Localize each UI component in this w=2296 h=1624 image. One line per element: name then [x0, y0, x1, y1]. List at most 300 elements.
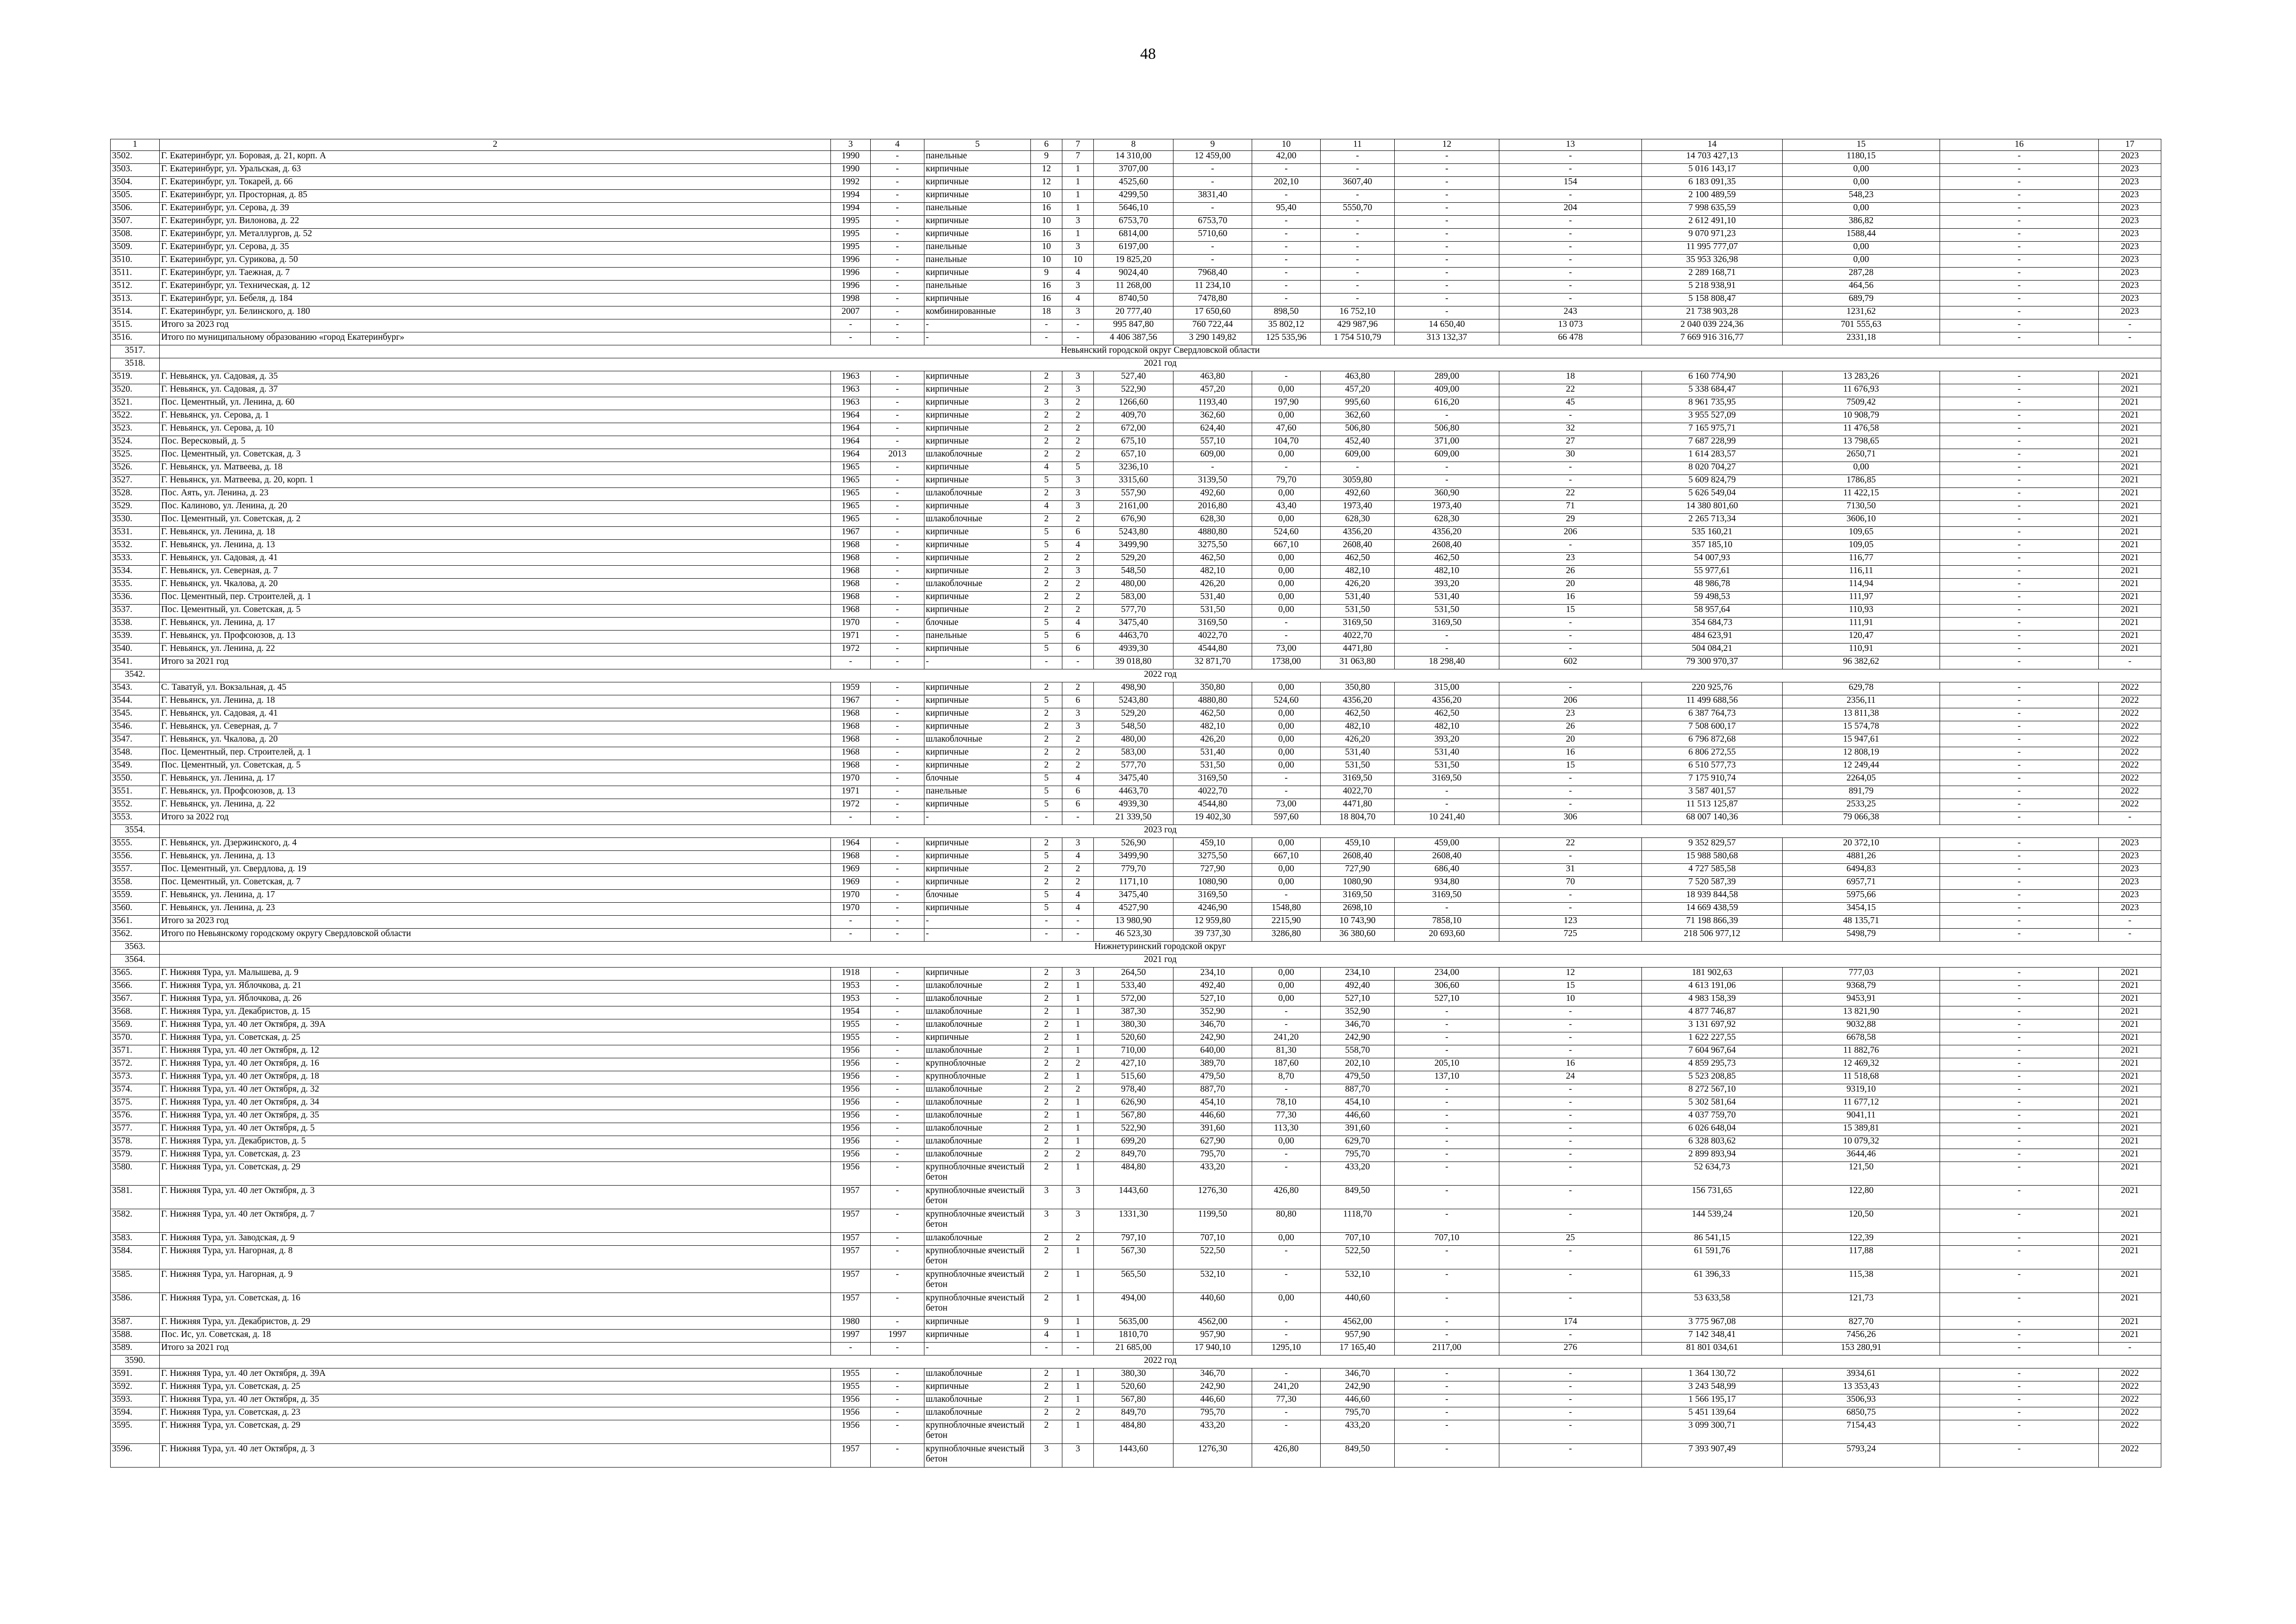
table-row: [111, 540, 2161, 553]
residents: -: [1499, 1209, 1642, 1233]
renovation-year: -: [871, 177, 924, 190]
floors: 2: [1031, 721, 1062, 734]
living-area: 1193,40: [1173, 397, 1252, 410]
entrances: 3: [1062, 384, 1094, 397]
total-area: 520,60: [1094, 1032, 1173, 1045]
total-area: 626,90: [1094, 1097, 1173, 1110]
cost-total: 2 289 168,71: [1642, 268, 1783, 281]
residents: 13 073: [1499, 319, 1642, 332]
cost-total: 218 506 977,12: [1642, 929, 1783, 942]
private-area: 609,00: [1321, 449, 1395, 462]
section-label: 2021 год: [160, 358, 2161, 371]
build-year: 1918: [831, 968, 871, 981]
nonresidential-area: 80,80: [1252, 1209, 1321, 1233]
row-number: 3587.: [111, 1317, 160, 1330]
entrances: 2: [1062, 1149, 1094, 1162]
wall-material: кирпичные: [924, 643, 1031, 656]
renovation-year: -: [871, 1269, 924, 1293]
living-area: 3169,50: [1173, 773, 1252, 786]
private-area: 887,70: [1321, 1084, 1395, 1097]
wall-material: кирпичные: [924, 708, 1031, 721]
total-area: 565,50: [1094, 1269, 1173, 1293]
entrances: 3: [1062, 1186, 1094, 1209]
nonresidential-area: -: [1252, 1368, 1321, 1381]
municipal-area: 531,40: [1395, 592, 1499, 605]
cost-total: 5 451 139,64: [1642, 1407, 1783, 1420]
cost-total: 79 300 970,37: [1642, 656, 1783, 669]
build-year: 1996: [831, 281, 871, 294]
build-year: 1995: [831, 229, 871, 242]
build-year: 1954: [831, 1006, 871, 1019]
entrances: 1: [1062, 1019, 1094, 1032]
private-area: 506,80: [1321, 423, 1395, 436]
build-year: 1956: [831, 1394, 871, 1407]
address: Г. Невьянск, ул. Ленина, д. 22: [160, 799, 831, 812]
table-row: [111, 812, 2161, 825]
cost-total: 7 142 348,41: [1642, 1330, 1783, 1343]
living-area: 242,90: [1173, 1381, 1252, 1394]
cost-total: 5 609 824,79: [1642, 475, 1783, 488]
table-row: [111, 1149, 2161, 1162]
renovation-year: -: [871, 1097, 924, 1110]
private-area: 849,50: [1321, 1186, 1395, 1209]
private-area: 4022,70: [1321, 631, 1395, 643]
cost-per-sqm: 121,73: [1783, 1293, 1940, 1317]
residents: -: [1499, 618, 1642, 631]
col16: -: [1940, 708, 2099, 721]
municipal-area: 616,20: [1395, 397, 1499, 410]
section-label: Нижнетуринский городской округ: [160, 942, 2161, 955]
residents: -: [1499, 475, 1642, 488]
planned-year: 2021: [2099, 1317, 2161, 1330]
wall-material: крупноблочные ячеистый бетон: [924, 1269, 1031, 1293]
col16: -: [1940, 929, 2099, 942]
cost-total: 3 955 527,09: [1642, 410, 1783, 423]
entrances: 3: [1062, 1209, 1094, 1233]
build-year: 1965: [831, 514, 871, 527]
wall-material: шлакоблочные: [924, 579, 1031, 592]
col16: -: [1940, 618, 2099, 631]
row-number: 3570.: [111, 1032, 160, 1045]
cost-per-sqm: 114,94: [1783, 579, 1940, 592]
address: Г. Нижняя Тура, ул. 40 лет Октября, д. 3: [160, 1444, 831, 1468]
col16: -: [1940, 682, 2099, 695]
municipal-area: 1973,40: [1395, 501, 1499, 514]
entrances: 4: [1062, 890, 1094, 903]
wall-material: шлакоблочные: [924, 1149, 1031, 1162]
living-area: 492,40: [1173, 981, 1252, 993]
row-number: 3584.: [111, 1246, 160, 1269]
wall-material: панельные: [924, 255, 1031, 268]
planned-year: 2023: [2099, 203, 2161, 216]
wall-material: панельные: [924, 203, 1031, 216]
nonresidential-area: 77,30: [1252, 1110, 1321, 1123]
municipal-area: 459,00: [1395, 838, 1499, 851]
renovation-year: -: [871, 203, 924, 216]
floors: 2: [1031, 1110, 1062, 1123]
cost-per-sqm: 701 555,63: [1783, 319, 1940, 332]
table-row: [111, 216, 2161, 229]
cost-total: 4 859 295,73: [1642, 1058, 1783, 1071]
col16: -: [1940, 488, 2099, 501]
residents: -: [1499, 1032, 1642, 1045]
table-row: [111, 1006, 2161, 1019]
living-area: 446,60: [1173, 1394, 1252, 1407]
renovation-year: -: [871, 838, 924, 851]
col16: -: [1940, 812, 2099, 825]
municipal-area: 3169,50: [1395, 890, 1499, 903]
cost-total: 4 037 759,70: [1642, 1110, 1783, 1123]
cost-total: 6 183 091,35: [1642, 177, 1783, 190]
table-row: [111, 462, 2161, 475]
entrances: -: [1062, 656, 1094, 669]
residents: -: [1499, 1149, 1642, 1162]
nonresidential-area: -: [1252, 1006, 1321, 1019]
cost-per-sqm: 689,79: [1783, 294, 1940, 306]
wall-material: кирпичные: [924, 695, 1031, 708]
row-number: 3527.: [111, 475, 160, 488]
col16: -: [1940, 1293, 2099, 1317]
planned-year: 2021: [2099, 1293, 2161, 1317]
wall-material: кирпичные: [924, 164, 1031, 177]
entrances: 3: [1062, 721, 1094, 734]
floors: 2: [1031, 1293, 1062, 1317]
cost-total: 61 396,33: [1642, 1269, 1783, 1293]
residents: -: [1499, 242, 1642, 255]
residents: -: [1499, 462, 1642, 475]
planned-year: -: [2099, 929, 2161, 942]
floors: 5: [1031, 773, 1062, 786]
planned-year: 2022: [2099, 760, 2161, 773]
row-number: 3590.: [111, 1355, 160, 1368]
cost-per-sqm: 7456,26: [1783, 1330, 1940, 1343]
row-number: 3509.: [111, 242, 160, 255]
cost-per-sqm: 15 389,81: [1783, 1123, 1940, 1136]
nonresidential-area: -: [1252, 242, 1321, 255]
row-number: 3507.: [111, 216, 160, 229]
residents: 71: [1499, 501, 1642, 514]
living-area: -: [1173, 462, 1252, 475]
planned-year: 2022: [2099, 773, 2161, 786]
col16: -: [1940, 319, 2099, 332]
planned-year: -: [2099, 332, 2161, 345]
floors: -: [1031, 929, 1062, 942]
renovation-year: -: [871, 1343, 924, 1355]
private-area: 433,20: [1321, 1162, 1395, 1186]
private-area: 482,10: [1321, 721, 1395, 734]
address: Г. Невьянск, ул. Ленина, д. 17: [160, 773, 831, 786]
private-area: -: [1321, 229, 1395, 242]
address: Г. Невьянск, ул. Северная, д. 7: [160, 721, 831, 734]
address: Г. Нижняя Тура, ул. Декабристов, д. 29: [160, 1317, 831, 1330]
table-row: [111, 592, 2161, 605]
renovation-year: -: [871, 1123, 924, 1136]
wall-material: шлакоблочные: [924, 449, 1031, 462]
floors: 16: [1031, 203, 1062, 216]
address: Г. Нижняя Тура, ул. Яблочкова, д. 26: [160, 993, 831, 1006]
municipal-area: -: [1395, 1019, 1499, 1032]
municipal-area: 628,30: [1395, 514, 1499, 527]
wall-material: шлакоблочные: [924, 1097, 1031, 1110]
address: Г. Невьянск, ул. Матвеева, д. 20, корп. 1: [160, 475, 831, 488]
build-year: 1964: [831, 410, 871, 423]
private-area: -: [1321, 164, 1395, 177]
living-area: 557,10: [1173, 436, 1252, 449]
renovation-year: -: [871, 890, 924, 903]
col16: -: [1940, 397, 2099, 410]
private-area: 4471,80: [1321, 643, 1395, 656]
col16: -: [1940, 747, 2099, 760]
address: Пос. Цементный, ул. Советская, д. 5: [160, 760, 831, 773]
planned-year: 2021: [2099, 643, 2161, 656]
floors: 5: [1031, 786, 1062, 799]
build-year: 1956: [831, 1123, 871, 1136]
private-area: 995,60: [1321, 397, 1395, 410]
residents: 24: [1499, 1071, 1642, 1084]
column-number: 15: [1783, 139, 1940, 151]
table-row: [111, 268, 2161, 281]
total-area: 5243,80: [1094, 695, 1173, 708]
residents: -: [1499, 1162, 1642, 1186]
build-year: 1970: [831, 618, 871, 631]
living-area: 1276,30: [1173, 1186, 1252, 1209]
col16: -: [1940, 773, 2099, 786]
build-year: 1955: [831, 1368, 871, 1381]
col16: -: [1940, 1162, 2099, 1186]
living-area: 426,20: [1173, 734, 1252, 747]
cost-per-sqm: 2650,71: [1783, 449, 1940, 462]
nonresidential-area: 73,00: [1252, 799, 1321, 812]
nonresidential-area: 0,00: [1252, 449, 1321, 462]
wall-material: кирпичные: [924, 501, 1031, 514]
cost-total: 3 775 967,08: [1642, 1317, 1783, 1330]
renovation-year: -: [871, 1368, 924, 1381]
cost-total: 6 026 648,04: [1642, 1123, 1783, 1136]
table-row: [111, 1269, 2161, 1293]
row-number: 3537.: [111, 605, 160, 618]
residents: 26: [1499, 721, 1642, 734]
municipal-area: 315,00: [1395, 682, 1499, 695]
wall-material: -: [924, 916, 1031, 929]
address: Г. Екатеринбург, ул. Сурикова, д. 50: [160, 255, 831, 268]
build-year: 1957: [831, 1186, 871, 1209]
row-number: 3574.: [111, 1084, 160, 1097]
table-row: [111, 1233, 2161, 1246]
table-row: [111, 1110, 2161, 1123]
total-area: 572,00: [1094, 993, 1173, 1006]
renovation-year: -: [871, 1420, 924, 1444]
living-area: 707,10: [1173, 1233, 1252, 1246]
private-area: -: [1321, 268, 1395, 281]
table-row: [111, 734, 2161, 747]
col16: -: [1940, 1006, 2099, 1019]
residents: -: [1499, 164, 1642, 177]
row-number: 3581.: [111, 1186, 160, 1209]
planned-year: 2021: [2099, 1097, 2161, 1110]
entrances: 2: [1062, 1407, 1094, 1420]
residents: -: [1499, 773, 1642, 786]
planned-year: 2022: [2099, 1394, 2161, 1407]
planned-year: -: [2099, 1343, 2161, 1355]
residents: 25: [1499, 1233, 1642, 1246]
table-row: [111, 255, 2161, 268]
renovation-year: -: [871, 605, 924, 618]
living-area: 492,60: [1173, 488, 1252, 501]
floors: 2: [1031, 514, 1062, 527]
col16: -: [1940, 734, 2099, 747]
build-year: 1956: [831, 1136, 871, 1149]
col16: -: [1940, 540, 2099, 553]
private-area: -: [1321, 255, 1395, 268]
residents: -: [1499, 1394, 1642, 1407]
build-year: 1971: [831, 631, 871, 643]
private-area: 629,70: [1321, 1136, 1395, 1149]
wall-material: шлакоблочные: [924, 1006, 1031, 1019]
private-area: 346,70: [1321, 1019, 1395, 1032]
entrances: 4: [1062, 773, 1094, 786]
build-year: 1967: [831, 527, 871, 540]
living-area: 440,60: [1173, 1293, 1252, 1317]
floors: 2: [1031, 1123, 1062, 1136]
address: Г. Нижняя Тура, ул. 40 лет Октября, д. 5: [160, 1123, 831, 1136]
row-number: 3539.: [111, 631, 160, 643]
residents: 725: [1499, 929, 1642, 942]
cost-per-sqm: 116,77: [1783, 553, 1940, 566]
col16: -: [1940, 501, 2099, 514]
cost-total: 61 591,76: [1642, 1246, 1783, 1269]
private-area: 531,40: [1321, 592, 1395, 605]
col16: -: [1940, 643, 2099, 656]
row-number: 3535.: [111, 579, 160, 592]
municipal-area: -: [1395, 1123, 1499, 1136]
municipal-area: -: [1395, 1330, 1499, 1343]
residents: -: [1499, 294, 1642, 306]
floors: 9: [1031, 1317, 1062, 1330]
living-area: 433,20: [1173, 1420, 1252, 1444]
renovation-year: -: [871, 1186, 924, 1209]
planned-year: 2021: [2099, 618, 2161, 631]
municipal-area: -: [1395, 786, 1499, 799]
nonresidential-area: 0,00: [1252, 993, 1321, 1006]
col16: -: [1940, 475, 2099, 488]
address: Г. Невьянск, ул. Дзержинского, д. 4: [160, 838, 831, 851]
living-area: 389,70: [1173, 1058, 1252, 1071]
row-number: 3568.: [111, 1006, 160, 1019]
floors: 2: [1031, 423, 1062, 436]
row-number: 3523.: [111, 423, 160, 436]
col16: -: [1940, 1136, 2099, 1149]
column-number: 17: [2099, 139, 2161, 151]
build-year: 1956: [831, 1420, 871, 1444]
total-area: 21 685,00: [1094, 1343, 1173, 1355]
cost-total: 2 265 713,34: [1642, 514, 1783, 527]
private-area: 727,90: [1321, 864, 1395, 877]
renovation-year: -: [871, 462, 924, 475]
cost-total: 1 614 283,57: [1642, 449, 1783, 462]
table-row: [111, 410, 2161, 423]
floors: 4: [1031, 462, 1062, 475]
planned-year: 2021: [2099, 993, 2161, 1006]
private-area: 1118,70: [1321, 1209, 1395, 1233]
floors: 5: [1031, 851, 1062, 864]
floors: 2: [1031, 384, 1062, 397]
cost-total: 2 100 489,59: [1642, 190, 1783, 203]
residents: 15: [1499, 760, 1642, 773]
row-number: 3543.: [111, 682, 160, 695]
residents: -: [1499, 255, 1642, 268]
renovation-year: -: [871, 384, 924, 397]
address: Пос. Вересковый, д. 5: [160, 436, 831, 449]
cost-per-sqm: 0,00: [1783, 203, 1940, 216]
table-row: [111, 488, 2161, 501]
address: Г. Нижняя Тура, ул. 40 лет Октября, д. 16: [160, 1058, 831, 1071]
living-area: -: [1173, 177, 1252, 190]
nonresidential-area: 0,00: [1252, 760, 1321, 773]
private-area: 242,90: [1321, 1032, 1395, 1045]
row-number: 3562.: [111, 929, 160, 942]
renovation-year: -: [871, 423, 924, 436]
entrances: 1: [1062, 229, 1094, 242]
entrances: 2: [1062, 1233, 1094, 1246]
nonresidential-area: 426,80: [1252, 1444, 1321, 1468]
private-area: 3169,50: [1321, 890, 1395, 903]
nonresidential-area: 197,90: [1252, 397, 1321, 410]
cost-per-sqm: 12 808,19: [1783, 747, 1940, 760]
wall-material: кирпичные: [924, 294, 1031, 306]
section-label: 2022 год: [160, 1355, 2161, 1368]
cost-per-sqm: 11 676,93: [1783, 384, 1940, 397]
entrances: 1: [1062, 1368, 1094, 1381]
residents: 20: [1499, 734, 1642, 747]
row-number: 3519.: [111, 371, 160, 384]
col16: -: [1940, 1233, 2099, 1246]
cost-per-sqm: 1786,85: [1783, 475, 1940, 488]
planned-year: 2021: [2099, 981, 2161, 993]
municipal-area: 14 650,40: [1395, 319, 1499, 332]
floors: 2: [1031, 838, 1062, 851]
nonresidential-area: 35 802,12: [1252, 319, 1321, 332]
residents: -: [1499, 1407, 1642, 1420]
entrances: 1: [1062, 1110, 1094, 1123]
planned-year: 2021: [2099, 1186, 2161, 1209]
build-year: 1964: [831, 423, 871, 436]
total-area: 797,10: [1094, 1233, 1173, 1246]
address: Г. Нижняя Тура, ул. Советская, д. 25: [160, 1381, 831, 1394]
municipal-area: 20 693,60: [1395, 929, 1499, 942]
table-row: [111, 877, 2161, 890]
entrances: 2: [1062, 579, 1094, 592]
build-year: 1968: [831, 734, 871, 747]
cost-per-sqm: 109,65: [1783, 527, 1940, 540]
living-area: 352,90: [1173, 1006, 1252, 1019]
private-area: 16 752,10: [1321, 306, 1395, 319]
living-area: 957,90: [1173, 1330, 1252, 1343]
col16: -: [1940, 164, 2099, 177]
floors: -: [1031, 319, 1062, 332]
municipal-area: -: [1395, 1045, 1499, 1058]
nonresidential-area: 1295,10: [1252, 1343, 1321, 1355]
column-number: 7: [1062, 139, 1094, 151]
private-area: 4562,00: [1321, 1317, 1395, 1330]
cost-per-sqm: 2533,25: [1783, 799, 1940, 812]
nonresidential-area: -: [1252, 786, 1321, 799]
wall-material: панельные: [924, 281, 1031, 294]
municipal-area: 934,80: [1395, 877, 1499, 890]
build-year: 1968: [831, 708, 871, 721]
row-number: 3557.: [111, 864, 160, 877]
municipal-area: 2117,00: [1395, 1343, 1499, 1355]
build-year: -: [831, 1343, 871, 1355]
